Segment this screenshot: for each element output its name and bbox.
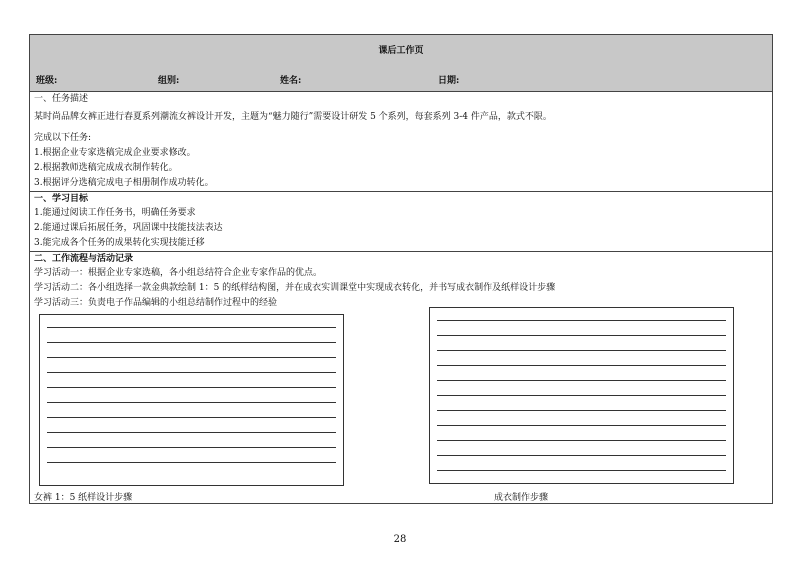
- ruled-line: [47, 462, 336, 463]
- ruled-line: [437, 320, 726, 321]
- info-row: [30, 64, 772, 92]
- worksheet-title-text: 课后工作页: [378, 46, 424, 56]
- task-item: 1.根据企业专家选稿完成企业要求修改。: [34, 148, 196, 158]
- worksheet-title: [30, 35, 772, 65]
- ruled-line: [47, 447, 336, 448]
- ruled-line: [47, 327, 336, 328]
- activity-item: 学习活动二：各小组选择一款金典款绘制 1：5 的纸样结构图，并在成衣实训课堂中实现成衣转化，并书写成衣制作及纸样设计步骤: [34, 283, 556, 293]
- pattern-steps-caption: 女裤 1：5 纸样设计步骤: [34, 493, 133, 503]
- activity-item: 学习活动一：根据企业专家选稿，各小组总结符合企业专家作品的优点。: [34, 268, 323, 278]
- garment-steps-caption: 成衣制作步骤: [494, 493, 549, 503]
- task-item: 2.根据教师选稿完成成衣制作转化。: [34, 163, 178, 173]
- task-section: [30, 91, 772, 192]
- pattern-steps-writing-box[interactable]: [39, 314, 344, 486]
- task-heading: 一、任务描述: [34, 94, 89, 104]
- ruled-line: [437, 425, 726, 426]
- goals-section: [30, 192, 772, 252]
- ruled-line: [47, 417, 336, 418]
- name-label: 姓名:: [280, 76, 302, 86]
- ruled-line: [47, 342, 336, 343]
- date-label: 日期:: [438, 76, 460, 86]
- goal-item: 3.能完成各个任务的成果转化实现技能迁移: [34, 238, 205, 248]
- ruled-line: [47, 387, 336, 388]
- workflow-heading: 二、工作流程与活动记录: [34, 254, 134, 264]
- group-label: 组别:: [158, 76, 180, 86]
- ruled-line: [437, 470, 726, 471]
- ruled-line: [437, 335, 726, 336]
- goals-heading: 一、学习目标: [34, 194, 89, 204]
- task-description: 某时尚品牌女裤正进行春夏系列潮流女裤设计开发，主题为“魅力随行”需要设计研发 5 个系列，每套系列 3-4 件产品，款式不限。: [34, 112, 552, 122]
- ruled-line: [47, 372, 336, 373]
- workflow-section: [30, 252, 772, 504]
- ruled-line: [437, 455, 726, 456]
- page-number: 28: [393, 534, 407, 545]
- ruled-line: [437, 365, 726, 366]
- ruled-line: [437, 440, 726, 441]
- ruled-line: [437, 380, 726, 381]
- ruled-line: [437, 395, 726, 396]
- task-complete-label: 完成以下任务:: [34, 133, 92, 143]
- class-label: 班级:: [36, 76, 58, 86]
- goal-item: 2.能通过课后拓展任务，巩固课中技能技法表达: [34, 223, 223, 233]
- ruled-line: [437, 410, 726, 411]
- garment-steps-writing-box[interactable]: [429, 307, 734, 484]
- activity-item: 学习活动三：负责电子作品编辑的小组总结制作过程中的经验: [34, 298, 278, 308]
- ruled-line: [47, 402, 336, 403]
- ruled-line: [47, 432, 336, 433]
- ruled-line: [437, 350, 726, 351]
- worksheet-table: [29, 34, 773, 504]
- ruled-line: [47, 357, 336, 358]
- task-item: 3.根据评分选稿完成电子相册制作成功转化。: [34, 178, 214, 188]
- goal-item: 1.能通过阅读工作任务书，明确任务要求: [34, 208, 196, 218]
